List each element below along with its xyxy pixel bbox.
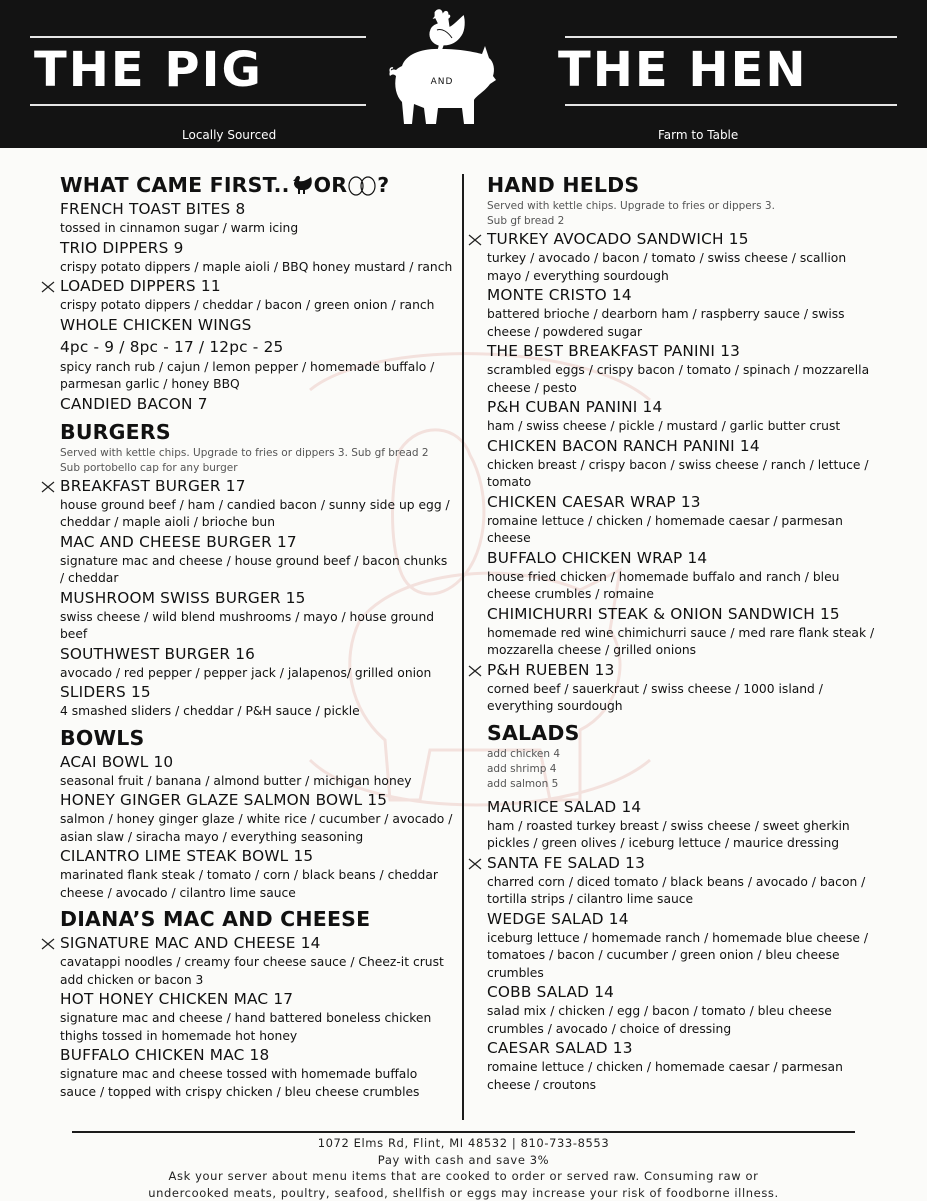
logo-and-text: AND — [430, 77, 454, 87]
footer-rule — [72, 1131, 855, 1133]
menu-item — [60, 199, 455, 238]
item-description: iceburg lettuce / homemade ranch / homemade blue cheese / tomatoes / bacon / cucumber / green onion / bleu cheese crumbles — [487, 930, 869, 980]
item-price-options: 4pc - 9 / 8pc - 17 / 12pc - 25 — [60, 337, 284, 356]
menu-item — [487, 341, 877, 397]
section-title-question: ? — [377, 173, 390, 197]
section-title-text: BOWLS — [60, 725, 145, 750]
section-title-text: DIANA’S MAC AND CHEESE — [60, 907, 371, 931]
menu-item — [60, 752, 455, 791]
section-title — [60, 419, 455, 446]
item-title: MAURICE SALAD 14 — [487, 797, 642, 816]
menu-item — [60, 1045, 455, 1101]
menu-footer — [60, 1135, 867, 1201]
item-title: CAESAR SALAD 13 — [487, 1039, 633, 1057]
cross-mark-icon — [468, 858, 482, 870]
menu-item — [60, 394, 455, 415]
cross-mark-icon — [41, 481, 55, 493]
menu-item — [487, 1038, 877, 1094]
item-description: battered brioche / dearborn ham / raspberry sauce / swiss cheese / powdered sugar — [487, 307, 845, 339]
item-title: CILANTRO LIME STEAK BOWL 15 — [60, 847, 314, 865]
item-description: 4 smashed sliders / cheddar / P&H sauce / pickle — [60, 704, 360, 718]
menu-item — [487, 548, 877, 604]
item-title: P&H CUBAN PANINI 14 — [487, 398, 663, 416]
item-description: romaine lettuce / chicken / homemade caesar / parmesan cheese — [487, 513, 843, 545]
item-title: TRIO DIPPERS 9 — [60, 238, 184, 257]
item-title: ACAI BOWL 10 — [60, 752, 174, 771]
menu-section — [60, 725, 455, 903]
footer-cash-discount: Pay with cash and save 3% — [377, 1152, 550, 1167]
item-title: FRENCH TOAST BITES 8 — [60, 200, 246, 218]
item-description: crispy potato dippers / cheddar / bacon / green onion / ranch — [60, 298, 435, 312]
menu-item — [60, 682, 455, 721]
menu-item — [487, 853, 877, 909]
item-title: WHOLE CHICKEN WINGS — [60, 315, 252, 334]
addon-list — [487, 747, 877, 792]
section-note: Served with kettle chips. Upgrade to fries or dippers 3. Sub gf bread 2 — [487, 200, 775, 227]
menu-item — [60, 790, 455, 846]
menu-section — [487, 720, 877, 1095]
menu-item — [487, 797, 877, 853]
section-title-text: WHAT CAME FIRST.. — [60, 173, 290, 197]
menu-item — [60, 532, 455, 588]
section-title-text: BURGERS — [60, 419, 171, 444]
item-description: chicken breast / crispy bacon / swiss cheese / ranch / lettuce / tomato — [487, 457, 869, 489]
left-menu-column — [60, 172, 455, 1101]
item-title: BUFFALO CHICKEN MAC 18 — [60, 1046, 270, 1064]
menu-section — [60, 419, 455, 721]
item-title: MUSHROOM SWISS BURGER 15 — [60, 588, 306, 607]
column-divider — [462, 174, 464, 1120]
item-description: seasonal fruit / banana / almond butter / michigan honey — [60, 773, 412, 788]
item-title: HONEY GINGER GLAZE SALMON BOWL 15 — [60, 791, 388, 809]
item-description: scrambled eggs / crispy bacon / tomato / spinach / mozzarella cheese / pesto — [487, 363, 870, 395]
section-title-text: SALADS — [487, 720, 580, 745]
item-description: cavatappi noodles / creamy four cheese sauce / Cheez-it crust — [60, 955, 444, 969]
menu-section — [487, 172, 877, 716]
menu-item — [487, 436, 877, 492]
item-title: CHICKEN CAESAR WRAP 13 — [487, 492, 701, 511]
hen-icon — [429, 9, 465, 54]
menu-item — [487, 660, 877, 716]
menu-item — [60, 588, 455, 644]
menu-header — [0, 0, 927, 148]
eggs-icon — [347, 174, 377, 196]
section-title-text: HAND HELDS — [487, 173, 640, 197]
menu-item — [60, 846, 455, 902]
item-title: SOUTHWEST BURGER 16 — [60, 644, 256, 663]
menu-item — [487, 604, 877, 660]
tagline-farm-to-table: Farm to Table — [658, 128, 739, 142]
section-title — [487, 720, 877, 747]
item-addon: add chicken or bacon 3 — [60, 972, 204, 987]
section-title — [487, 172, 877, 199]
item-title: MONTE CRISTO 14 — [487, 286, 632, 304]
item-title: P&H RUEBEN 13 — [487, 660, 615, 679]
item-title: THE BEST BREAKFAST PANINI 13 — [487, 342, 741, 360]
item-description: tossed in cinnamon sugar / warm icing — [60, 221, 299, 235]
section-title — [60, 906, 455, 933]
chicken-icon — [290, 174, 314, 196]
item-description: crispy potato dippers / maple aioli / BBQ honey mustard / ranch — [60, 259, 453, 274]
item-title: LOADED DIPPERS 11 — [60, 277, 221, 295]
item-description: corned beef / sauerkraut / swiss cheese / 1000 island / everything sourdough — [487, 681, 823, 713]
menu-section — [60, 172, 455, 415]
item-title: BUFFALO CHICKEN WRAP 14 — [487, 548, 708, 567]
menu-item — [487, 982, 877, 1038]
section-note: Served with kettle chips. Upgrade to fries or dippers 3. Sub gf bread 2 Sub portobello cap for any burger — [60, 446, 429, 474]
title-rule-left-bottom — [30, 104, 366, 106]
item-title: HOT HONEY CHICKEN MAC 17 — [60, 990, 294, 1008]
menu-item — [487, 285, 877, 341]
item-title: SIGNATURE MAC AND CHEESE 14 — [60, 934, 321, 952]
menu-item — [60, 476, 455, 532]
item-title: TURKEY AVOCADO SANDWICH 15 — [487, 230, 749, 248]
item-description: avocado / red pepper / pepper jack / jalapenos/ grilled onion — [60, 665, 432, 680]
item-description: turkey / avocado / bacon / tomato / swiss cheese / scallion mayo / everything sourdough — [487, 251, 847, 283]
menu-item — [487, 397, 877, 436]
cross-mark-icon — [468, 234, 482, 246]
menu-item — [60, 989, 455, 1045]
section-title — [60, 172, 455, 199]
item-description: house ground beef / ham / candied bacon / sunny side up egg / cheddar / maple aioli / brioche bun — [60, 497, 450, 529]
item-title: BREAKFAST BURGER 17 — [60, 476, 246, 495]
cross-mark-icon — [41, 938, 55, 950]
item-description: ham / roasted turkey breast / swiss cheese / sweet gherkin pickles / green olives / iceburg lettuce / maurice dressing — [487, 818, 850, 850]
item-description: signature mac and cheese / house ground beef / bacon chunks / cheddar — [60, 553, 448, 585]
addon-option: add chicken 4 — [487, 747, 561, 760]
menu-item — [487, 909, 877, 983]
addon-option: add shrimp 4 — [487, 762, 557, 775]
title-rule-right-top — [565, 36, 897, 38]
cross-mark-icon — [468, 665, 482, 677]
menu-item — [60, 933, 455, 989]
item-description: marinated flank steak / tomato / corn / black beans / cheddar cheese / avocado / cilantro lime sauce — [60, 868, 438, 900]
item-description: charred corn / diced tomato / black beans / avocado / bacon / tortilla strips / cilantro lime sauce — [487, 874, 866, 906]
tagline-locally-sourced: Locally Sourced — [182, 128, 277, 142]
item-title: CHIMICHURRI STEAK & ONION SANDWICH 15 — [487, 604, 840, 623]
item-description: signature mac and cheese tossed with homemade buffalo sauce / topped with crispy chicken / bleu cheese crumbles — [60, 1067, 420, 1099]
item-title: MAC AND CHEESE BURGER 17 — [60, 532, 297, 551]
item-title: CHICKEN BACON RANCH PANINI 14 — [487, 436, 760, 455]
item-description: salad mix / chicken / egg / bacon / tomato / bleu cheese crumbles / avocado / choice of dressing — [487, 1004, 832, 1036]
menu-item — [60, 315, 455, 394]
item-title: COBB SALAD 14 — [487, 983, 615, 1001]
menu-item — [60, 276, 455, 315]
footer-disclaimer: Ask your server about menu items that are cooked to order or served raw. Consuming raw or undercooked meats, poultry, seafood, shellfish or eggs may increase your risk of foodborne illness. — [148, 1169, 779, 1200]
menu-section — [60, 906, 455, 1101]
cross-mark-icon — [41, 281, 55, 293]
title-the-pig: THE PIG — [34, 42, 263, 98]
item-title: SANTA FE SALAD 13 — [487, 853, 646, 872]
item-title: SLIDERS 15 — [60, 683, 151, 701]
item-description: swiss cheese / wild blend mushrooms / mayo / house ground beef — [60, 609, 435, 641]
footer-address: 1072 Elms Rd, Flint, MI 48532 | 810-733-8553 — [317, 1136, 610, 1150]
title-rule-left-top — [30, 36, 366, 38]
item-description: homemade red wine chimichurri sauce / med rare flank steak / mozzarella cheese / grilled onions — [487, 625, 875, 657]
pig-and-hen-logo — [382, 4, 500, 136]
right-menu-column — [487, 172, 877, 1094]
item-description: house fried chicken / homemade buffalo and ranch / bleu cheese crumbles / romaine — [487, 569, 840, 601]
menu-item — [487, 229, 877, 285]
item-title: CANDIED BACON 7 — [60, 394, 208, 413]
item-description: romaine lettuce / chicken / homemade caesar / parmesan cheese / croutons — [487, 1060, 843, 1092]
section-title — [60, 725, 455, 752]
title-rule-right-bottom — [565, 104, 897, 106]
title-the-hen: THE HEN — [558, 42, 808, 98]
item-description: salmon / honey ginger glaze / white rice / cucumber / avocado / asian slaw / siracha mayo / everything seasoning — [60, 812, 453, 844]
item-title: WEDGE SALAD 14 — [487, 909, 629, 928]
section-title-or: OR — [313, 173, 348, 197]
menu-item — [487, 492, 877, 548]
item-description: spicy ranch rub / cajun / lemon pepper / homemade buffalo / parmesan garlic / honey BBQ — [60, 359, 435, 391]
menu-item — [60, 238, 455, 277]
item-description: signature mac and cheese / hand battered boneless chicken thighs tossed in homemade hot honey — [60, 1011, 432, 1043]
addon-option: add salmon 5 — [487, 777, 559, 790]
item-description: ham / swiss cheese / pickle / mustard / garlic butter crust — [487, 419, 841, 433]
menu-item — [60, 644, 455, 683]
